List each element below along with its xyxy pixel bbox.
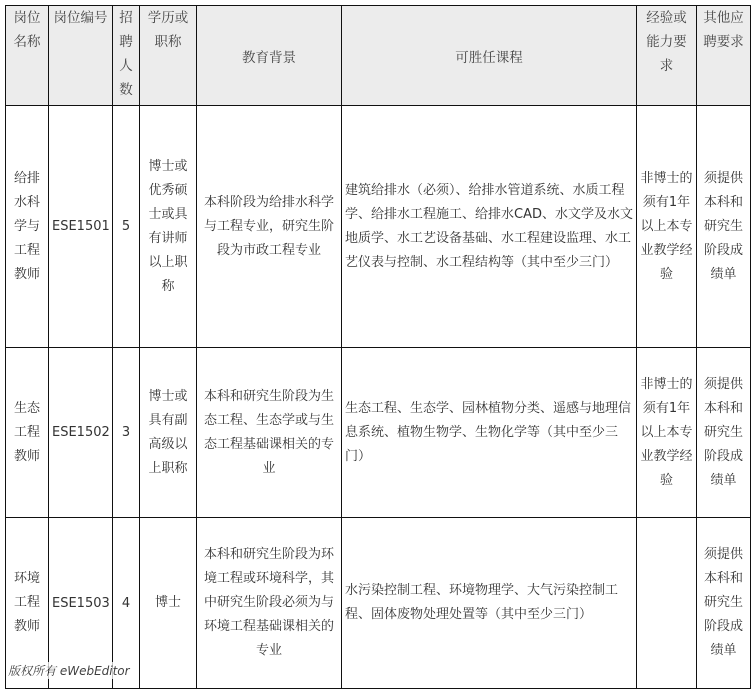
header-position-name: 岗位名称 (6, 6, 49, 106)
cell-position-code: ESE1501 (49, 106, 113, 348)
header-row (6, 6, 751, 106)
cell-courses: 水污染控制工程、环境物理学、大气污染控制工程、固体废物处理处置等（其中至少三门） (342, 518, 637, 689)
cell-position-name: 给排水科学与工程教师 (6, 106, 49, 348)
cell-courses: 建筑给排水（必须）、给排水管道系统、水质工程学、给排水工程施工、给排水CAD、水文学及水文地质学、水工艺设备基础、水工程建设监理、水工艺仪表与控制、水工程结构等（其中至少三门） (342, 106, 637, 348)
cell-position-name: 环境工程教师 (6, 518, 49, 689)
cell-degree: 博士或优秀硕士或具有讲师以上职称 (140, 106, 197, 348)
cell-courses: 生态工程、生态学、园林植物分类、遥感与地理信息系统、植物生物学、生物化学等（其中至少三门） (342, 348, 637, 518)
cell-position-code: ESE1503 (49, 518, 113, 689)
cell-education: 本科阶段为给排水科学与工程专业，研究生阶段为市政工程专业 (197, 106, 342, 348)
header-courses: 可胜任课程 (342, 6, 637, 106)
cell-other: 须提供本科和研究生阶段成绩单 (697, 348, 751, 518)
table-row (6, 348, 751, 518)
cell-other: 须提供本科和研究生阶段成绩单 (697, 106, 751, 348)
cell-degree: 博士或具有副高级以上职称 (140, 348, 197, 518)
header-position-code: 岗位编号 (49, 6, 113, 106)
cell-position-name: 生态工程教师 (6, 348, 49, 518)
cell-degree: 博士 (140, 518, 197, 689)
cell-headcount: 3 (113, 348, 140, 518)
header-degree: 学历或职称 (140, 6, 197, 106)
header-education: 教育背景 (197, 6, 342, 106)
cell-position-code: ESE1502 (49, 348, 113, 518)
cell-headcount: 4 (113, 518, 140, 689)
cell-experience: 非博士的须有1年以上本专业教学经验 (637, 348, 697, 518)
cell-headcount: 5 (113, 106, 140, 348)
editor-watermark: 版权所有 eWebEditor (8, 664, 130, 678)
header-other: 其他应聘要求 (697, 6, 751, 106)
header-headcount: 招聘人数 (113, 6, 140, 106)
recruitment-table (5, 5, 751, 689)
cell-experience: 非博士的须有1年以上本专业教学经验 (637, 106, 697, 348)
cell-experience (637, 518, 697, 689)
cell-education: 本科和研究生阶段为环境工程或环境科学，其中研究生阶段必须为与环境工程基础课相关的专业 (197, 518, 342, 689)
header-experience: 经验或能力要求 (637, 6, 697, 106)
cell-education: 本科和研究生阶段为生态工程、生态学或与生态工程基础课相关的专业 (197, 348, 342, 518)
cell-other: 须提供本科和研究生阶段成绩单 (697, 518, 751, 689)
table-row (6, 106, 751, 348)
